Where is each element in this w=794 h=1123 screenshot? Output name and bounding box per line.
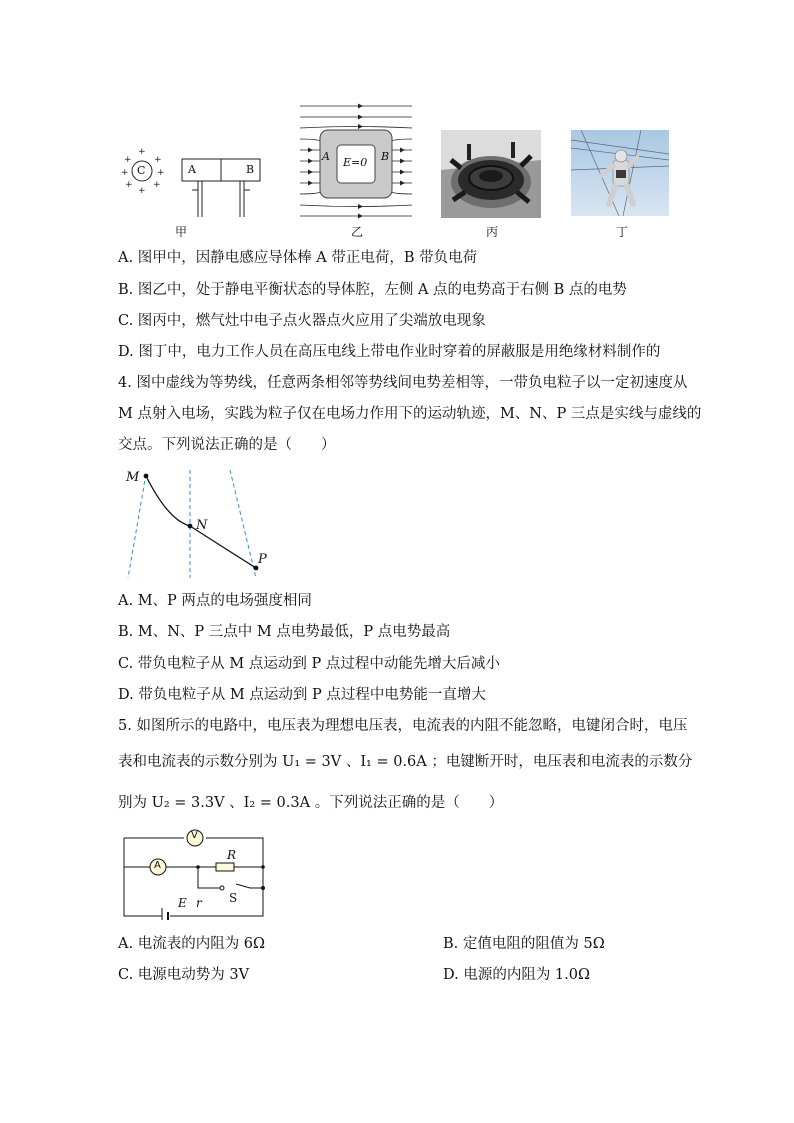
label-m: M xyxy=(126,470,140,485)
label-p: P xyxy=(258,552,267,567)
svg-text:+: + xyxy=(157,168,165,178)
switch-contact-left xyxy=(220,886,224,890)
caption-yi: 乙 xyxy=(351,225,364,239)
q3-option-d: D. 图丁中，电力工作人员在高压电线上带电作业时穿着的屏蔽服是用绝缘材料制作的 xyxy=(118,344,661,360)
emf-label: E xyxy=(178,896,187,910)
q3-option-c: C. 图丙中，燃气灶中电子点火器点火应用了尖端放电现象 xyxy=(118,313,486,329)
label-n: N xyxy=(196,518,208,533)
q5-option-b: B. 定值电阻的阻值为 5Ω xyxy=(443,936,605,952)
q5-stem-line1: 5. 如图所示的电路中，电压表为理想电压表，电流表的内阻不能忽略，电键闭合时，电压 xyxy=(118,718,688,734)
point-b-label: B xyxy=(381,150,390,163)
svg-text:+: + xyxy=(138,147,146,157)
caption-jia: 甲 xyxy=(175,225,188,239)
svg-text:+: + xyxy=(138,186,146,196)
gas-stove-photo xyxy=(441,130,541,218)
svg-text:+: + xyxy=(125,180,133,190)
q3-option-b: B. 图乙中，处于静电平衡状态的导体腔，左侧 A 点的电势高于右侧 B 点的电势 xyxy=(118,282,627,298)
ammeter-label: A xyxy=(154,860,161,871)
q4-option-d: D. 带负电粒子从 M 点运动到 P 点过程中电势能一直增大 xyxy=(118,687,486,703)
svg-text:+: + xyxy=(121,168,129,178)
q4-stem-line2: M 点射入电场，实践为粒子仅在电场力作用下的运动轨迹，M、N、P 三点是实线与虚线的 xyxy=(118,406,702,422)
q5-stem-line3: 别为 U₂ = 3.3V 、I₂ = 0.3A 。下列说法正确的是（ ） xyxy=(118,795,504,811)
resistor-symbol xyxy=(216,863,234,871)
switch-label: S xyxy=(229,891,238,905)
lineman-photo xyxy=(571,130,669,216)
rod-label-b: B xyxy=(246,163,255,176)
rod-label-a: A xyxy=(188,163,196,176)
voltmeter-label: V xyxy=(191,830,198,841)
q4-option-a: A. M、P 两点的电场强度相同 xyxy=(118,593,312,609)
charge-label: C xyxy=(137,164,146,177)
point-m xyxy=(144,474,149,479)
point-n xyxy=(188,524,193,529)
q4-option-c: C. 带负电粒子从 M 点运动到 P 点过程中动能先增大后减小 xyxy=(118,656,500,672)
internal-r-label: r xyxy=(196,896,202,910)
q5-option-a: A. 电流表的内阻为 6Ω xyxy=(118,936,266,952)
svg-text:+: + xyxy=(153,180,161,190)
q5-stem-line2: 表和电流表的示数分别为 U₁ = 3V 、I₁ = 0.6A ；电键断开时，电压表和电流表的示数分 xyxy=(118,754,693,770)
q4-stem-line3: 交点。下列说法正确的是（ ） xyxy=(118,437,336,453)
equipotential-lines xyxy=(128,470,256,578)
q5-option-d: D. 电源的内阻为 1.0Ω xyxy=(443,967,591,983)
q4-stem-line1: 4. 图中虚线为等势线，任意两条相邻等势线间电势差相等，一带负电粒子以一定初速度从 xyxy=(118,375,688,391)
caption-ding: 丁 xyxy=(616,225,629,239)
svg-text:+: + xyxy=(124,155,132,165)
battery-symbol xyxy=(162,908,168,920)
svg-text:+: + xyxy=(154,155,162,165)
field-zero-label: E=0 xyxy=(343,156,368,169)
q3-option-a: A. 图甲中，因静电感应导体棒 A 带正电荷，B 带负电荷 xyxy=(118,250,478,266)
q5-option-c: C. 电源电动势为 3V xyxy=(118,967,250,983)
point-a-label: A xyxy=(322,150,330,163)
caption-bing: 丙 xyxy=(486,225,499,239)
switch-contact-right xyxy=(261,886,265,890)
resistor-label: R xyxy=(227,848,237,862)
fig-jia xyxy=(118,140,268,220)
q4-option-b: B. M、N、P 三点中 M 点电势最低，P 点电势最高 xyxy=(118,624,451,640)
